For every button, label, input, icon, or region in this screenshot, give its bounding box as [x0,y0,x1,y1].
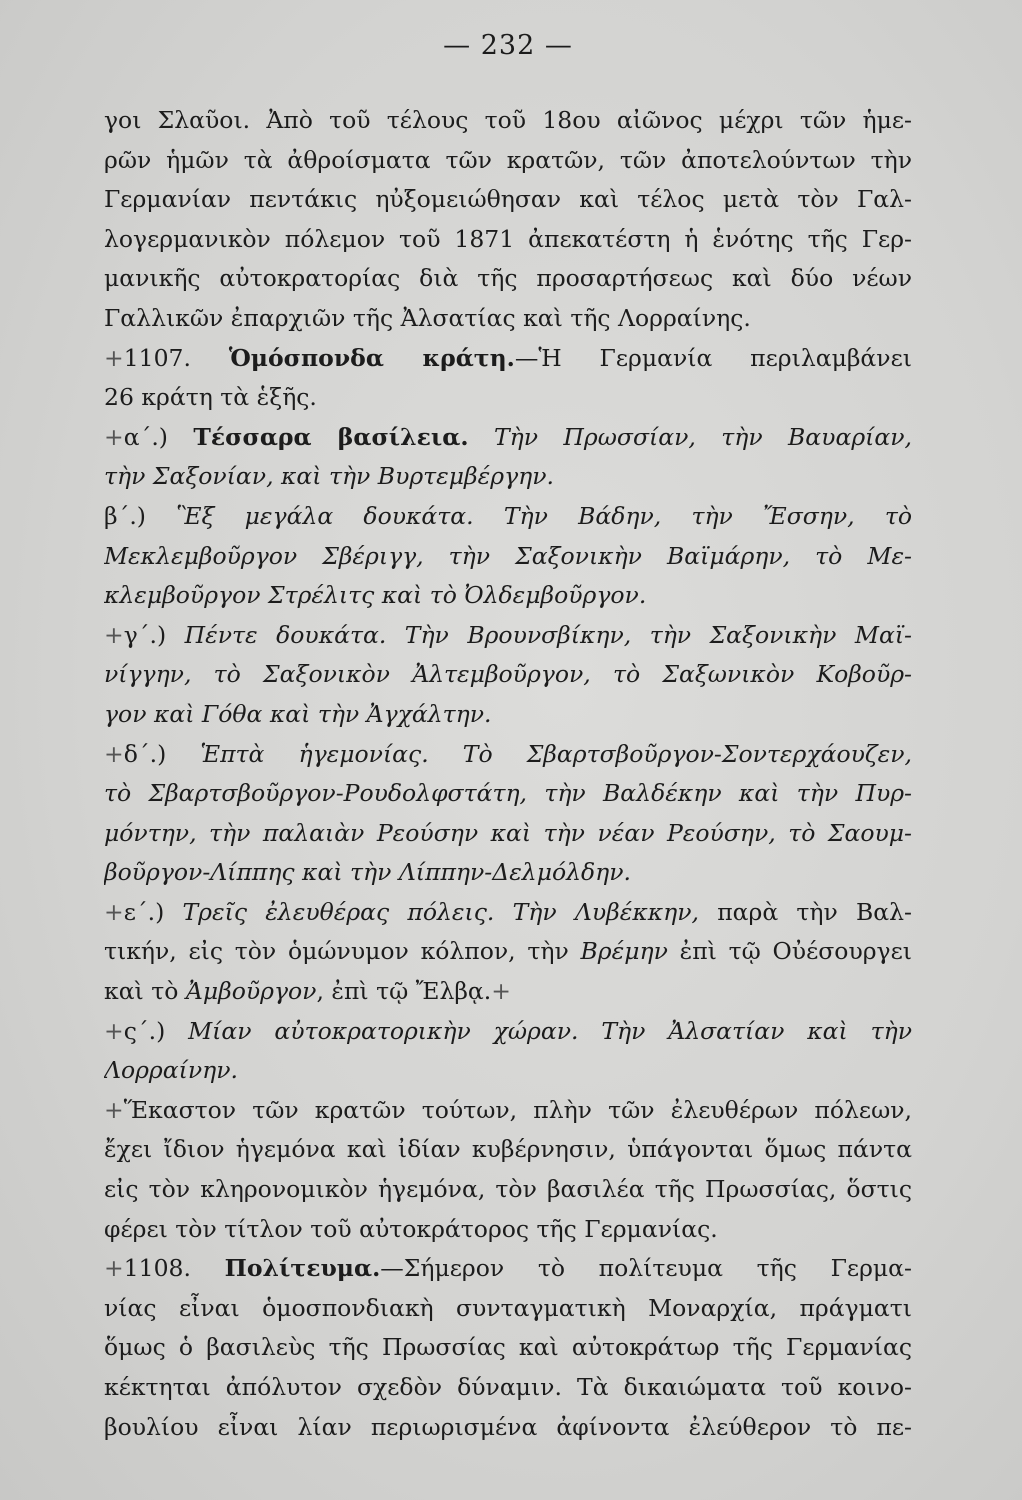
text-line [104,893,912,933]
text-line [104,1328,912,1368]
text-run: εἰς τὸν κληρονομικὸν ἡγεμόνα, τὸν βασιλέα τῆς Πρωσσίας, ὅστις [104,1175,912,1204]
text-line [104,932,912,972]
text-run: δ΄.) [123,739,201,768]
text-run: 26 κράτη τὰ ἑξῆς. [104,383,317,412]
section-heading: Πολίτευμα. [224,1254,381,1283]
text-run: γον καὶ Γόθα καὶ τὴν Ἀγχάλτην. [104,699,492,728]
text-line [104,774,912,814]
margin-mark: + [491,977,511,1006]
text-run: νίας εἶναι ὁμοσπονδιακὴ συνταγματικὴ Μοναρχία, πράγματι [104,1293,912,1322]
text-run: νίγγην, τὸ Σαξονικὸν Ἀλτεμβοῦργον, τὸ Σαξωνικὸν Κοβοῦρ- [104,660,912,689]
text-line [104,418,912,458]
text-run: Τρεῖς ἐλευθέρας πόλεις. Τὴν Λυβέκκην, [182,897,699,926]
text-line [104,537,912,577]
text-run: ἔχει ἴδιον ἡγεμόνα καὶ ἰδίαν κυβέρνησιν, ὑπάγονται ὅμως πάντα [104,1135,912,1164]
margin-mark: + [104,422,124,451]
page-text-body [104,101,912,1447]
text-run: τικήν, εἰς τὸν ὁμώνυμον κόλπον, τὴν [104,937,581,966]
text-line [104,853,912,893]
text-line [104,497,912,537]
text-line [104,299,912,339]
text-line [104,1210,912,1250]
text-run: Λορραίνην. [104,1056,238,1085]
text-run: μόντην, τὴν παλαιὰν Ρεούσην καὶ τὴν νέαν Ρεούσην, τὸ Σαουμ- [104,818,912,847]
text-run: Βρέμην [580,937,668,966]
text-line [104,616,912,656]
text-line [104,101,912,141]
margin-mark: + [104,343,124,372]
margin-mark: + [104,1254,124,1283]
text-line [104,1289,912,1329]
text-run: Γερμανίαν πεντάκις ηὐξομειώθησαν καὶ τέλος μετὰ τὸν Γαλ- [104,185,912,214]
text-run: α΄.) [123,422,194,451]
text-line [104,259,912,299]
text-run: Τὴν Πρωσσίαν, τὴν Βαυαρίαν, [468,422,912,451]
text-run: γοι Σλαῦοι. Ἀπὸ τοῦ τέλους τοῦ 18ου αἰῶνος μέχρι τῶν ἡμε- [104,106,912,134]
text-run: Ἀμβοῦργον [185,977,317,1006]
text-run: γ΄.) [123,620,185,649]
text-run: βουλίου εἶναι λίαν περιωρισμένα ἀφίνοντα ἐλεύθερον τὸ πε- [104,1412,912,1441]
text-line [104,378,912,418]
text-line [104,735,912,775]
text-run: φέρει τὸν τίτλον τοῦ αὐτοκράτορος τῆς Γερμανίας. [104,1214,718,1243]
text-run: τὴν Σαξονίαν, καὶ τὴν Βυρτεμβέργην. [104,462,554,491]
text-line [104,655,912,695]
text-run: Ἑπτὰ ἡγεμονίας. Τὸ Σβαρτσβοῦργον-Σοντερχάουζεν, [200,739,912,768]
text-run: Μεκλεμβοῦργον Σβέριγγ, τὴν Σαξονικὴν Βαϊμάρην, τὸ Με- [104,541,912,570]
section-heading: Ὁμόσπονδα κράτη. [228,343,515,372]
text-run: 1108. [123,1254,225,1283]
text-run: παρὰ τὴν Βαλ- [698,897,912,926]
text-run: Πέντε δουκάτα. Τὴν Βρουνσβίκην, τὴν Σαξονικὴν Μαϊ- [184,620,912,649]
text-line [104,1091,912,1131]
text-run: ἐπὶ τῷ Οὐέσουργει [667,937,912,966]
text-run: τὸ Σβαρτσβοῦργον-Ρουδολφστάτη, τὴν Βαλδέκην καὶ τὴν Πυρ- [104,779,912,808]
text-run: —Ἡ Γερμανία περιλαμβάνει [514,343,912,372]
text-run: ε΄.) [123,897,183,926]
text-run: β΄.) [104,501,177,530]
text-run: μανικῆς αὐτοκρατορίας διὰ τῆς προσαρτήσεως καὶ δύο νέων [104,264,912,293]
text-run: Ἕκαστον τῶν κρατῶν τούτων, πλὴν τῶν ἐλευθέρων πόλεων, [123,1095,912,1124]
text-line [104,220,912,260]
margin-mark: + [104,1095,124,1124]
text-line [104,457,912,497]
text-line [104,1368,912,1408]
text-line [104,141,912,181]
text-run: ὅμως ὁ βασιλεὺς τῆς Πρωσσίας καὶ αὐτοκράτωρ τῆς Γερμανίας [104,1333,912,1362]
margin-mark: + [104,739,124,768]
margin-mark: + [104,620,124,649]
text-line [104,576,912,616]
text-run: κλεμβοῦργον Στρέλιτς καὶ τὸ Ὀλδεμβοῦργον. [104,581,647,610]
text-run: λογερμανικὸν πόλεμον τοῦ 1871 ἀπεκατέστη ἡ ἑνότης τῆς Γερ- [104,224,912,253]
text-line [104,695,912,735]
margin-mark: + [104,897,124,926]
text-run: ς΄.) [123,1016,189,1045]
text-line [104,1051,912,1091]
text-run: Γαλλικῶν ἐπαρχιῶν τῆς Ἀλσατίας καὶ τῆς Λορραίνης. [104,303,751,332]
text-run: Μίαν αὐτοκρατορικὴν χώραν. Τὴν Ἀλσατίαν καὶ τὴν [188,1016,912,1045]
text-line [104,972,912,1012]
text-line [104,814,912,854]
text-line [104,1249,912,1289]
text-line [104,1408,912,1448]
text-line [104,1170,912,1210]
text-run: 1107. [123,343,229,372]
page-number: — 232 — [443,30,573,61]
text-run: —Σήμερον τὸ πολίτευμα τῆς Γερμα- [380,1254,912,1283]
text-run: , ἐπὶ τῷ Ἔλβᾳ. [316,977,492,1006]
text-run: βοῦργον-Λίππης καὶ τὴν Λίππην-Δελμόλδην. [104,858,631,887]
text-line [104,1012,912,1052]
text-run: κέκτηται ἀπόλυτον σχεδὸν δύναμιν. Τὰ δικαιώματα τοῦ κοινο- [104,1373,912,1401]
text-run: καὶ τὸ [104,977,186,1006]
margin-mark: + [104,1016,124,1045]
text-run: ρῶν ἡμῶν τὰ ἀθροίσματα τῶν κρατῶν, τῶν ἀποτελούντων τὴν [104,145,912,174]
text-run: Ἓξ μεγάλα δουκάτα. Τὴν Βάδην, τὴν Ἔσσην, τὸ [176,501,912,530]
text-line [104,1130,912,1170]
text-line [104,339,912,379]
text-line [104,180,912,220]
section-heading: Τέσσαρα βασίλεια. [193,422,469,451]
